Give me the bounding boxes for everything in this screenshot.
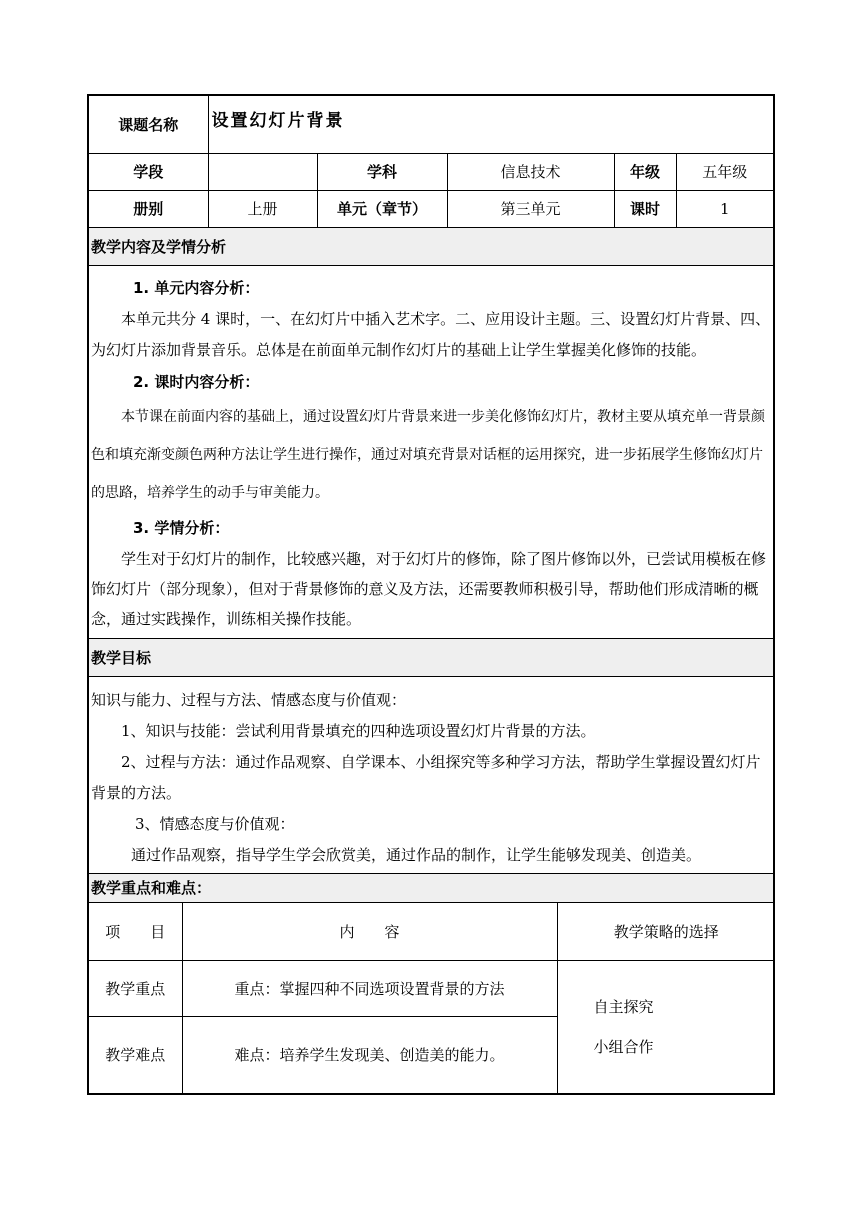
topic-label: 课题名称 <box>88 95 208 153</box>
lesson-analysis-heading: 2. 课时内容分析： <box>133 372 260 391</box>
analysis-section-title: 教学内容及学情分析 <box>88 227 774 265</box>
stage-value <box>208 153 317 190</box>
topic-value: 设置幻灯片背景 <box>211 111 345 131</box>
goal-process: 2、过程与方法：通过作品观察、自学课本、小组探究等多种学习方法，帮助学生掌握设置幻灯片背景的方法。 <box>91 752 761 802</box>
stage-label: 学段 <box>88 153 208 190</box>
period-label: 课时 <box>614 190 676 227</box>
analysis-body <box>88 265 774 638</box>
lesson-analysis-text: 本节课在前面内容的基础上，通过设置幻灯片背景来进一步美化修饰幻灯片，教材主要从填充单一背景颜色和填充渐变颜色两种方法让学生进行操作，通过对填充背景对话框的运用探究，进一步拓展学生修饰幻灯片的思路，培养学生的动手与审美能力。 <box>91 408 765 501</box>
key-point-content: 重点：掌握四种不同选项设置背景的方法 <box>182 961 557 1017</box>
unit-label: 单元（章节） <box>317 190 447 227</box>
strategy-group-work: 小组合作 <box>593 1037 654 1056</box>
period-value: 1 <box>676 190 774 227</box>
goal-emotion-text: 通过作品观察，指导学生学会欣赏美，通过作品的制作，让学生能够发现美、创造美。 <box>131 845 702 864</box>
col-header-content: 内 容 <box>182 903 557 961</box>
grade-value: 五年级 <box>676 153 774 190</box>
goal-knowledge: 1、知识与技能：尝试利用背景填充的四种选项设置幻灯片背景的方法。 <box>121 721 596 740</box>
strategy-cell <box>557 961 775 1093</box>
goals-section-title: 教学目标 <box>88 638 774 676</box>
lesson-plan-table <box>87 94 775 1095</box>
unit-analysis-text: 本单元共分 4 课时，一、在幻灯片中插入艺术字。二、应用设计主题。三、设置幻灯片背景、四、为幻灯片添加背景音乐。总体是在前面单元制作幻灯片的基础上让学生掌握美化修饰的技能。 <box>91 309 771 359</box>
keypoints-table <box>89 903 775 1093</box>
unit-analysis-heading: 1. 单元内容分析： <box>133 278 260 297</box>
key-point-label: 教学重点 <box>89 961 182 1017</box>
volume-label: 册别 <box>88 190 208 227</box>
goal-emotion-heading: 3、情感态度与价值观： <box>135 814 295 833</box>
col-header-item: 项 目 <box>89 903 182 961</box>
subject-value: 信息技术 <box>447 153 614 190</box>
unit-value: 第三单元 <box>447 190 614 227</box>
difficult-point-label: 教学难点 <box>89 1017 182 1093</box>
subject-label: 学科 <box>317 153 447 190</box>
keypoints-section-title: 教学重点和难点： <box>88 873 774 902</box>
lesson-plan-sheet <box>87 94 773 1095</box>
learner-analysis-heading: 3. 学情分析： <box>133 518 230 537</box>
difficult-point-content: 难点：培养学生发现美、创造美的能力。 <box>182 1017 557 1093</box>
volume-value: 上册 <box>208 190 317 227</box>
learner-analysis-text: 学生对于幻灯片的制作，比较感兴趣，对于幻灯片的修饰，除了图片修饰以外，已尝试用模板在修饰幻灯片（部分现象），但对于背景修饰的意义及方法，还需要教师积极引导，帮助他们形成清晰的概念，通过实践操作，训练相关操作技能。 <box>91 549 767 628</box>
keypoints-container <box>88 902 774 1094</box>
goals-intro: 知识与能力、过程与方法、情感态度与价值观： <box>91 690 407 709</box>
goals-body <box>88 676 774 873</box>
grade-label: 年级 <box>614 153 676 190</box>
col-header-strategy: 教学策略的选择 <box>557 903 775 961</box>
strategy-self-study: 自主探究 <box>593 997 654 1016</box>
